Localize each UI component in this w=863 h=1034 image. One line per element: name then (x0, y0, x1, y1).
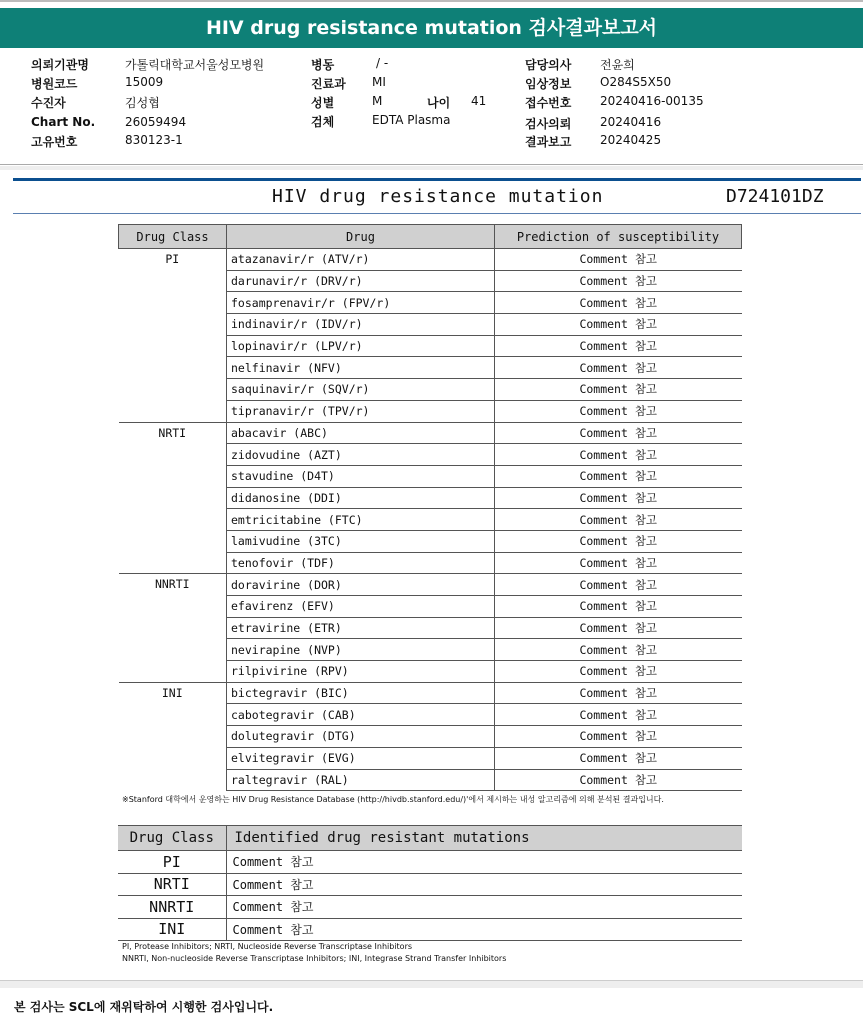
drug-name: tenofovir (TDF) (227, 552, 495, 574)
age-value: 41 (471, 94, 487, 108)
susceptibility-table (118, 224, 742, 791)
prediction: Comment 참고 (495, 769, 742, 791)
table-row (119, 249, 742, 271)
drug-name: abacavir (ABC) (227, 422, 495, 444)
thin-divider (13, 213, 861, 214)
mutations: Comment 참고 (226, 918, 742, 941)
prediction: Comment 참고 (495, 314, 742, 336)
prediction: Comment 참고 (495, 704, 742, 726)
prediction: Comment 참고 (495, 444, 742, 466)
prediction: Comment 참고 (495, 639, 742, 661)
footer-note: 본 검사는 SCL에 재위탁하여 시행한 검사입니다. (14, 1000, 274, 1014)
abbreviations (122, 941, 506, 965)
drug-class: NRTI (119, 422, 227, 574)
drug-name: lopinavir/r (LPV/r) (227, 335, 495, 357)
drug-name: rilpivirine (RPV) (227, 661, 495, 683)
prediction: Comment 참고 (495, 487, 742, 509)
doctor-label: 담당의사 (525, 58, 572, 72)
drug-class: PI (118, 851, 226, 874)
prediction: Comment 참고 (495, 357, 742, 379)
drug-name: tipranavir/r (TPV/r) (227, 400, 495, 422)
sex-value: M (372, 94, 383, 108)
prediction: Comment 참고 (495, 596, 742, 618)
request-label: 검사의뢰 (525, 117, 572, 131)
drug-name: bictegravir (BIC) (227, 682, 495, 704)
clinical-value: O284S5X50 (600, 75, 672, 89)
age-label: 나이 (427, 96, 451, 110)
dept-label: 진료과 (311, 77, 346, 91)
drug-name: emtricitabine (FTC) (227, 509, 495, 531)
table-row (118, 851, 742, 874)
specimen-value: EDTA Plasma (372, 113, 451, 127)
prediction: Comment 참고 (495, 335, 742, 357)
drug-name: fosamprenavir/r (FPV/r) (227, 292, 495, 314)
patient-info (0, 48, 863, 165)
institution-value: 가톨릭대학교서울성모병원 (125, 58, 265, 72)
drug-class: NNRTI (118, 896, 226, 919)
prediction: Comment 참고 (495, 379, 742, 401)
section-gap (0, 166, 863, 170)
drug-name: darunavir/r (DRV/r) (227, 270, 495, 292)
prediction: Comment 참고 (495, 270, 742, 292)
prediction: Comment 참고 (495, 726, 742, 748)
blue-divider (13, 178, 861, 181)
mutations: Comment 참고 (226, 873, 742, 896)
drug-name: lamivudine (3TC) (227, 530, 495, 552)
prediction: Comment 참고 (495, 574, 742, 596)
chart-label: Chart No. (31, 115, 96, 129)
prediction: Comment 참고 (495, 509, 742, 531)
chart-value: 26059494 (125, 115, 187, 129)
table-row (119, 574, 742, 596)
drug-class: NNRTI (119, 574, 227, 682)
prediction: Comment 참고 (495, 661, 742, 683)
hospital-code-label: 병원코드 (31, 77, 78, 91)
test-code: D724101DZ (726, 186, 824, 207)
prediction: Comment 참고 (495, 552, 742, 574)
col-header-drug-class: Drug Class (119, 225, 227, 249)
prediction: Comment 참고 (495, 465, 742, 487)
patient-label: 수진자 (31, 96, 66, 110)
receipt-value: 20240416-00135 (600, 94, 704, 108)
ward-label: 병동 (311, 58, 335, 72)
col-header-drug-class: Drug Class (118, 826, 226, 851)
specimen-label: 검체 (311, 115, 335, 129)
database-note: ※Stanford 대학에서 운영하는 HIV Drug Resistance Database (http://hivdb.stanford.edu/)'에서 제시하는 내성 알고리즘에 의해 분석된 결과입니다. (122, 795, 664, 804)
drug-name: zidovudine (AZT) (227, 444, 495, 466)
table-row (119, 682, 742, 704)
col-header-prediction: Prediction of susceptibility (495, 225, 742, 249)
report-header: HIV drug resistance mutation 검사결과보고서 (0, 8, 863, 48)
section-gap (0, 980, 863, 988)
hospital-code-value: 15009 (125, 75, 164, 89)
drug-class: PI (119, 249, 227, 423)
drug-name: nevirapine (NVP) (227, 639, 495, 661)
drug-name: didanosine (DDI) (227, 487, 495, 509)
drug-name: cabotegravir (CAB) (227, 704, 495, 726)
drug-name: elvitegravir (EVG) (227, 747, 495, 769)
report-date-value: 20240425 (600, 133, 662, 147)
abbreviation-line: PI, Protease Inhibitors; NRTI, Nucleoside Reverse Transcriptase Inhibitors (122, 942, 413, 951)
table-row (119, 422, 742, 444)
col-header-drug: Drug (227, 225, 495, 249)
top-border (0, 0, 863, 2)
drug-name: nelfinavir (NFV) (227, 357, 495, 379)
drug-name: doravirine (DOR) (227, 574, 495, 596)
receipt-label: 접수번호 (525, 96, 572, 110)
drug-name: etravirine (ETR) (227, 617, 495, 639)
report-title: HIV drug resistance mutation (272, 186, 604, 207)
prediction: Comment 참고 (495, 747, 742, 769)
report-date-label: 결과보고 (525, 135, 572, 149)
prediction: Comment 참고 (495, 292, 742, 314)
dept-value: MI (372, 75, 386, 89)
clinical-label: 임상정보 (525, 77, 572, 91)
unique-value: 830123-1 (125, 133, 183, 147)
drug-name: dolutegravir (DTG) (227, 726, 495, 748)
mutations: Comment 참고 (226, 896, 742, 919)
prediction: Comment 참고 (495, 400, 742, 422)
drug-class: INI (119, 682, 227, 790)
prediction: Comment 참고 (495, 530, 742, 552)
prediction: Comment 참고 (495, 682, 742, 704)
unique-label: 고유번호 (31, 135, 78, 149)
prediction: Comment 참고 (495, 422, 742, 444)
col-header-mutations: Identified drug resistant mutations (226, 826, 742, 851)
drug-class: INI (118, 918, 226, 941)
drug-name: raltegravir (RAL) (227, 769, 495, 791)
mutations-table (118, 825, 742, 941)
drug-class: NRTI (118, 873, 226, 896)
mutations: Comment 참고 (226, 851, 742, 874)
prediction: Comment 참고 (495, 249, 742, 271)
patient-value: 김성협 (125, 96, 160, 110)
table-row (118, 896, 742, 919)
drug-name: efavirenz (EFV) (227, 596, 495, 618)
drug-name: indinavir/r (IDV/r) (227, 314, 495, 336)
institution-label: 의뢰기관명 (31, 58, 89, 72)
ward-value: / - (376, 56, 389, 70)
drug-name: saquinavir/r (SQV/r) (227, 379, 495, 401)
drug-name: atazanavir/r (ATV/r) (227, 249, 495, 271)
table-row (118, 918, 742, 941)
table-row (118, 873, 742, 896)
doctor-value: 전윤희 (600, 58, 635, 72)
prediction: Comment 참고 (495, 617, 742, 639)
sex-label: 성별 (311, 96, 335, 110)
abbreviation-line: NNRTI, Non-nucleoside Reverse Transcriptase Inhibitors; INI, Integrase Strand Transfer Inhibitors (122, 954, 507, 963)
drug-name: stavudine (D4T) (227, 465, 495, 487)
request-value: 20240416 (600, 115, 662, 129)
